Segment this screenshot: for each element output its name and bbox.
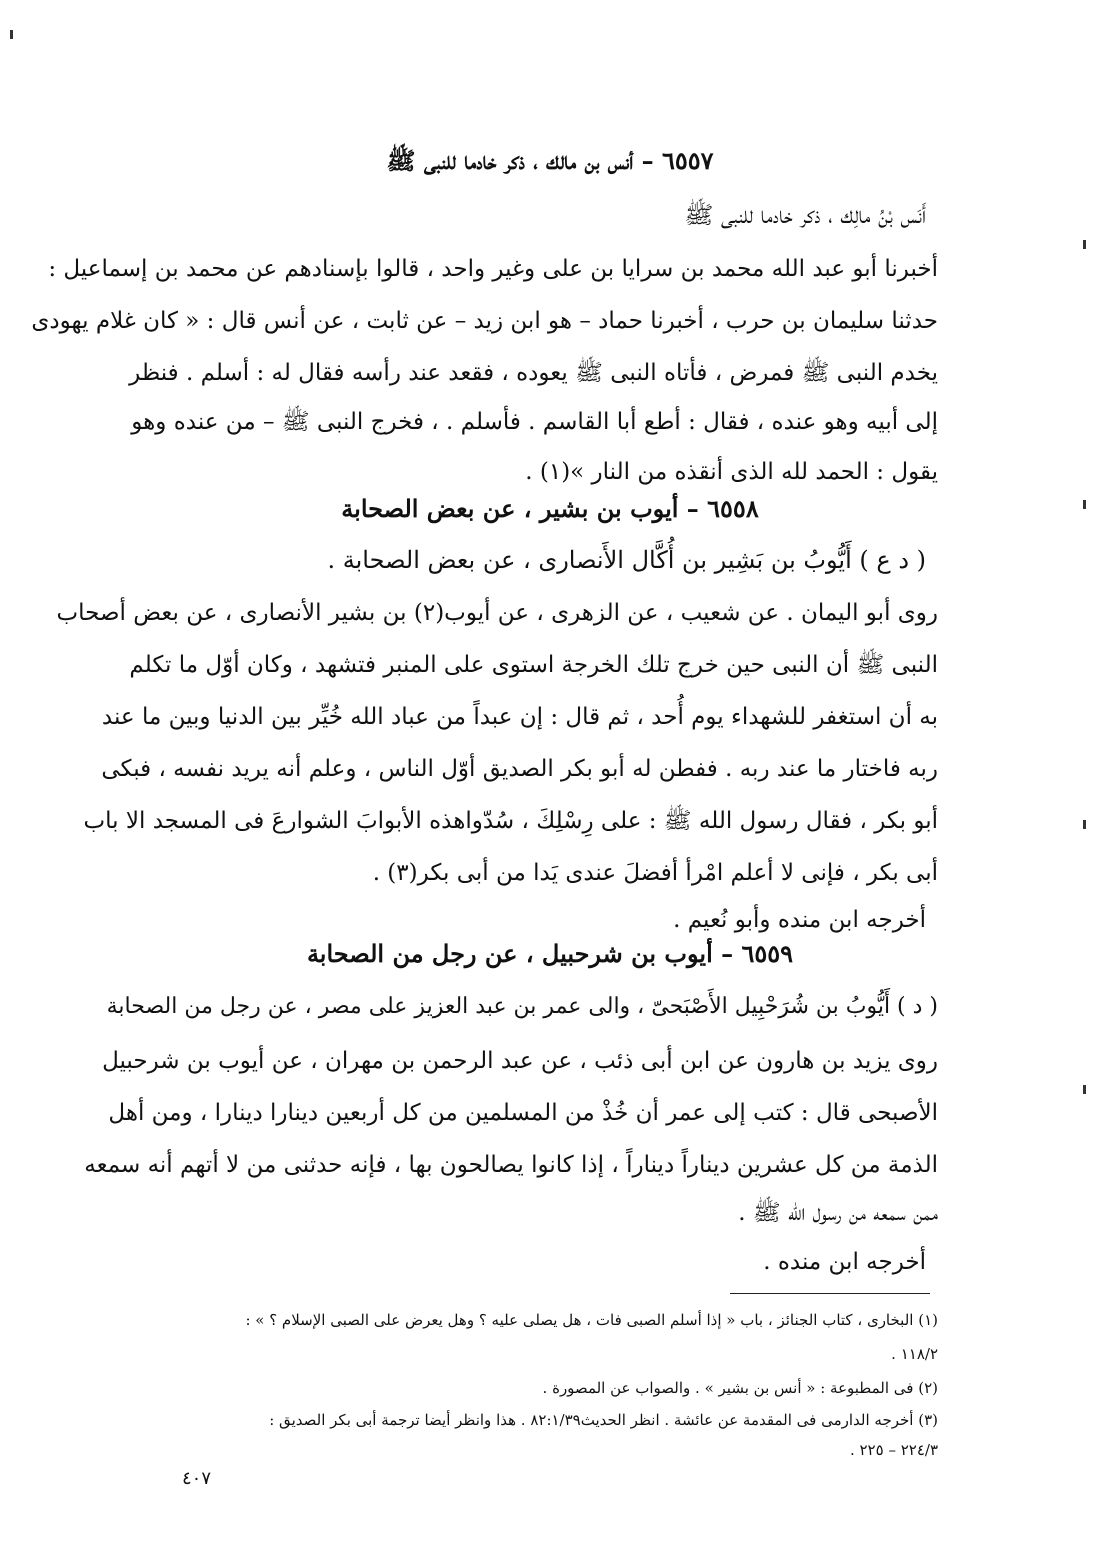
text-line: الأصبحى قال : كتب إلى عمر أن خُذْ من المسلمين من كل أربعين دينارا دينارا ، ومن أهل (108, 1100, 938, 1126)
entry-subheading-6559: ( د ) أَيُّوبُ بن شُرَحْبِيل الأَصْبَحىّ ، والى عمر بن عبد العزيز على مصر ، عن رجل من الصحابة (106, 994, 938, 1019)
text-line: إلى أبيه وهو عنده ، فقال : أطع أبا القاسم . فأسلم . ، فخرج النبى ﷺ – من عنده وهو (131, 409, 938, 435)
text-line: أبى بكر ، فإنى لا أعلم امْرأ أفضلَ عندى يَدا من أبى بكر(٣) . (372, 860, 938, 886)
entry-heading-6557: ٦٥٥٧ – أنس بن مالك ، ذكر خادما للنبى ﷺ (386, 146, 714, 175)
text-line: روى أبو اليمان . عن شعيب ، عن الزهرى ، عن أيوب(٢) بن بشير الأنصارى ، عن بعض أصحاب (56, 600, 938, 626)
footnote: ٢٢٤/٣ – ٢٢٥ . (849, 1441, 938, 1459)
text-line: به أن استغفر للشهداء يوم أُحد ، ثم قال : إن عبداً من عباد الله خُيِّر بين الدنيا وبين ما عند (101, 704, 938, 730)
text-line: ممن سمعه من رسول الله ﷺ . (738, 1200, 938, 1226)
text-line: يقول : الحمد لله الذى أنقذه من النار »(١) . (525, 459, 938, 485)
text-line: حدثنا سليمان بن حرب ، أخبرنا حماد – هو ابن زيد – عن ثابت ، عن أنس قال : « كان غلام يهودى (31, 308, 938, 334)
footnote: (٣) أخرجه الدارمى فى المقدمة عن عائشة . انظر الحديث٨٢:١/٣٩ . هذا وانظر أيضا ترجمة أبى بكر الصديق : (269, 1411, 938, 1429)
text-line: روى يزيد بن هارون عن ابن أبى ذئب ، عن عبد الرحمن بن مهران ، عن أيوب بن شرحبيل (102, 1048, 938, 1074)
text-line: أخرجه ابن منده وأبو نُعيم . (673, 907, 926, 933)
text-line: أبو بكر ، فقال رسول الله ﷺ : على رِسْلِكَ ، سُدّواهذه الأبوابَ الشوارعَ فى المسجد الا باب (83, 808, 938, 834)
entry-subheading-6558: ( د ع ) أَيُّوبُ بن بَشِير بن أُكَّال الأَنصارى ، عن بعض الصحابة . (327, 546, 926, 574)
text-line: الذمة من كل عشرين ديناراً ديناراً ، إذا كانوا يصالحون بها ، فإنه حدثنى من لا أتهم أنه سمعه (84, 1152, 938, 1178)
scan-mark (1083, 500, 1086, 509)
entry-heading-6558: ٦٥٥٨ – أيوب بن بشير ، عن بعض الصحابة (341, 494, 759, 523)
scan-mark (1083, 240, 1086, 249)
text-line: أخرجه ابن منده . (763, 1249, 926, 1275)
footnote: (٢) فى المطبوعة : « أنس بن بشير » . والصواب عن المصورة . (542, 1379, 938, 1397)
entry-subheading-6557: أَنَس بْنُ مالِك ، ذكر خادما للنبى ﷺ (684, 201, 926, 229)
scan-mark (10, 30, 13, 39)
footnote: ١١٨/٢ . (891, 1345, 938, 1363)
text-line: ربه فاختار ما عند ربه . ففطن له أبو بكر الصديق أوّل الناس ، وعلم أنه يريد نفسه ، فبكى (101, 756, 938, 782)
entry-heading-6559: ٦٥٥٩ – أيوب بن شرحبيل ، عن رجل من الصحابة (306, 939, 794, 968)
footnote-separator (730, 1293, 930, 1294)
page-number: ٤٠٧ (182, 1468, 212, 1489)
text-line: النبى ﷺ أن النبى حين خرج تلك الخرجة استوى على المنبر فتشهد ، وكان أوّل ما تكلم (129, 652, 938, 678)
text-line: أخبرنا أبو عبد الله محمد بن سرايا بن على وغير واحد ، قالوا بإسنادهم عن محمد بن إسماعيل : (48, 256, 938, 282)
text-line: يخدم النبى ﷺ فمرض ، فأتاه النبى ﷺ يعوده ، فقعد عند رأسه فقال له : أسلم . فنظر (129, 360, 938, 386)
scan-mark (1083, 1085, 1086, 1094)
footnote: (١) البخارى ، كتاب الجنائز ، باب « إذا أسلم الصبى فات ، هل يصلى عليه ؟ وهل يعرض على الصبى الإسلام ؟ » : (245, 1311, 938, 1329)
scan-mark (1083, 820, 1086, 829)
